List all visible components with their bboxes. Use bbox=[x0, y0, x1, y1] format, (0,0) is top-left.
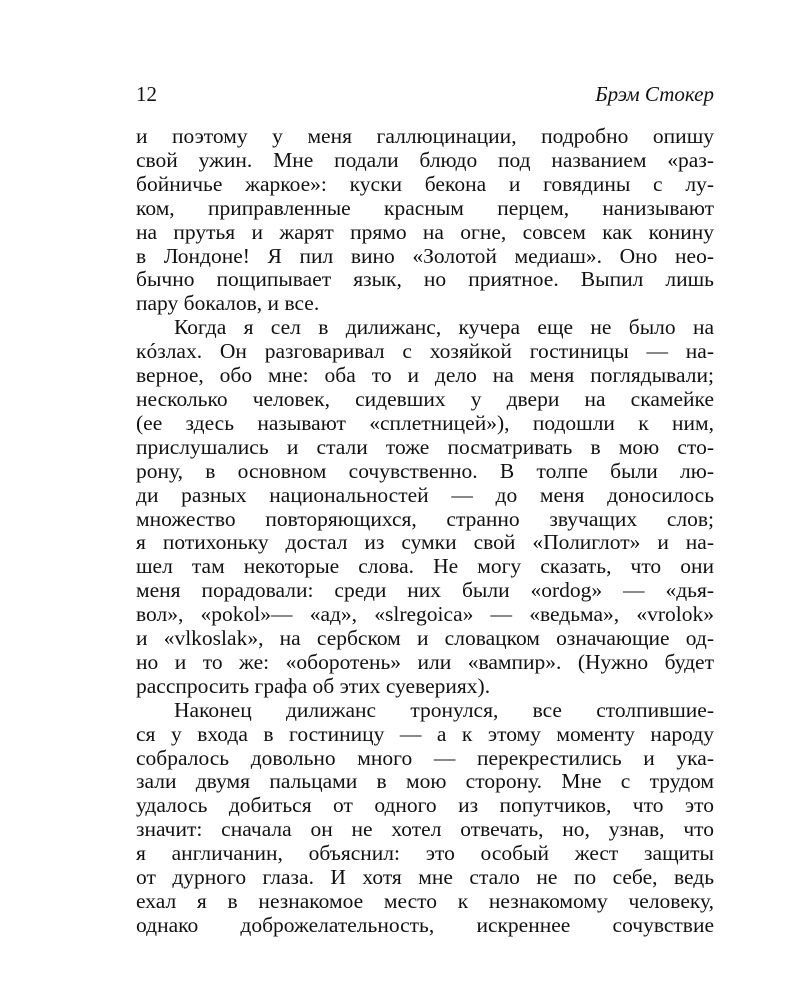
text-line: но и то же: «оборотень» или «вампир». (Нужно будет bbox=[136, 650, 714, 674]
text-line: я потихоньку достал из сумки свой «Полиглот» и на- bbox=[136, 531, 714, 555]
text-line: пару бокалов, и все. bbox=[136, 292, 320, 316]
text-line: однако доброжелательность, искреннее сочувствие bbox=[136, 913, 714, 937]
text-line: зали двумя пальцами в мою сторону. Мне с трудом bbox=[136, 770, 714, 794]
text-line: кóзлах. Он разговаривал с хозяйкой гостиницы — на- bbox=[136, 340, 714, 364]
text-line: ехал я в незнакомое место к незнакомому человеку, bbox=[136, 890, 714, 913]
text-line: вол», «pokol»— «ад», «slregoica» — «ведьма», «vrolok» bbox=[136, 603, 714, 627]
text-line: шел там некоторые слова. Не могу сказать, что они bbox=[136, 555, 714, 579]
body-text bbox=[136, 125, 714, 938]
running-title: Брэм Стокер bbox=[595, 82, 714, 106]
text-line: расспросить графа об этих суевериях). bbox=[136, 674, 491, 698]
text-line: Когда я сел в дилижанс, кучера еще не было на bbox=[174, 316, 714, 340]
text-line: бычно пощипывает язык, но приятное. Выпил лишь bbox=[136, 268, 714, 292]
text-line: в Лондоне! Я пил вино «Золотой медиаш». Оно нео- bbox=[136, 244, 714, 268]
text-line: (ее здесь называют «сплетницей»), подошли к ним, bbox=[136, 411, 714, 435]
text-line: я англичанин, объяснил: это особый жест защиты bbox=[136, 842, 714, 866]
text-line: ком, приправленные красным перцем, нанизывают bbox=[136, 196, 714, 220]
page-header bbox=[136, 82, 714, 112]
text-line: несколько человек, сидевших у двери на скамейке bbox=[136, 387, 714, 411]
text-line: ся у входа в гостиницу — а к этому моменту народу bbox=[136, 722, 714, 746]
text-line: собралось довольно много — перекрестились и ука- bbox=[136, 746, 714, 770]
text-line: рону, в основном сочувственно. В толпе были лю- bbox=[136, 459, 714, 483]
text-line: множество повторяющихся, странно звучащих слов; bbox=[136, 507, 714, 531]
text-line: значит: сначала он не хотел отвечать, но, узнав, что bbox=[136, 818, 714, 842]
text-line: свой ужин. Мне подали блюдо под названием «раз- bbox=[136, 148, 714, 172]
text-line: от дурного глаза. И хотя мне стало не по себе, ведь bbox=[136, 866, 714, 890]
text-line: и поэтому у меня галлюцинации, подробно опишу bbox=[136, 125, 714, 148]
text-line: верное, обо мне: оба то и дело на меня поглядывали; bbox=[136, 364, 714, 388]
text-line: ди разных национальностей — до меня доносилось bbox=[136, 483, 714, 507]
text-line: удалось добиться от одного из попутчиков, что это bbox=[136, 794, 714, 818]
text-line: меня порадовали: среди них были «ordog» — «дья- bbox=[136, 579, 714, 603]
text-line: и «vlkoslak», на сербском и словацком означающие од- bbox=[136, 627, 714, 651]
text-line: бойничье жаркое»: куски бекона и говядины с лу- bbox=[136, 172, 714, 196]
page-number: 12 bbox=[136, 82, 157, 106]
text-line: Наконец дилижанс тронулся, все столпившие- bbox=[174, 698, 714, 722]
text-line: прислушались и стали тоже посматривать в мою сто- bbox=[136, 435, 714, 459]
text-line: на прутья и жарят прямо на огне, совсем как конину bbox=[136, 220, 714, 244]
